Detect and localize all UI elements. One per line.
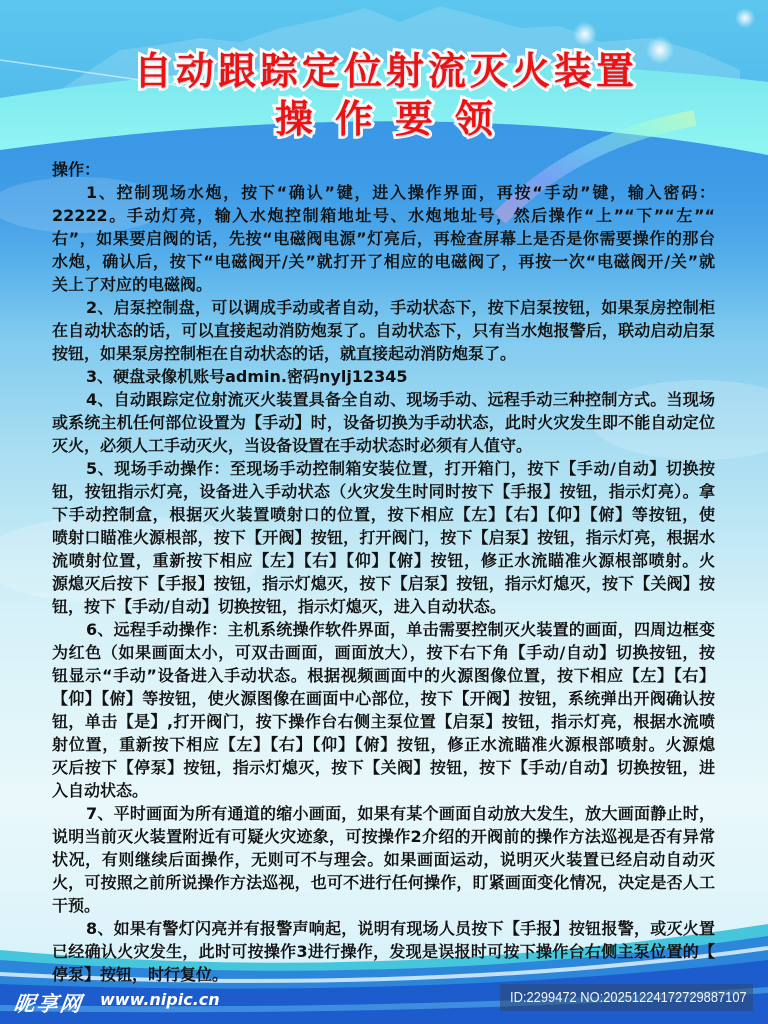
paragraph-line: 钮，按下【手动/自动】切换按钮，指示灯熄灭，进入自动状态。 xyxy=(52,597,506,616)
paragraph-line: 射位置，重新按下相应【左】【右】【仰】【俯】按钮，修正水流瞄准火源根部喷射。火源熄 xyxy=(52,735,715,754)
paragraph-2 xyxy=(52,296,715,365)
paragraph-line: 钮显示“手动”设备进入手动状态。根据视频画面中的火源图像位置，按下相应【左】【右】 xyxy=(52,666,715,685)
section-heading: 操作： xyxy=(52,160,101,179)
paragraph-line: 2、启泵控制盘，可以调成手动或者自动，手动状态下，按下启泵按钮，如果泵房控制柜 xyxy=(86,298,715,317)
paragraph-1 xyxy=(52,181,715,296)
paragraph-line: 说明当前灭火装置附近有可疑火灾迹象，可按操作2介绍的开阀前的操作方法巡视是否有异常 xyxy=(52,827,715,846)
watermark-id-text: ID:2299472 NO:20251224172729887107 xyxy=(510,989,747,1006)
paragraph-line: 8、如果有警灯闪亮并有报警声响起，说明有现场人员按下【手报】按钮报警，或灭火置 xyxy=(86,919,715,938)
paragraph-line: 停泵】按钮，时行复位。 xyxy=(52,965,229,984)
paragraph-line: 状况，有则继续后面操作，无则可不与理会。如果画面运动，说明灭火装置已经启动自动灭 xyxy=(52,850,715,869)
paragraph-line: 喷射口瞄准火源根部，按下【开阀】按钮，打开阀门，按下【启泵】按钮，指示灯亮，根据水 xyxy=(52,528,715,547)
poster-title-line2: 操作要领 xyxy=(274,99,515,141)
instructions-body xyxy=(52,158,715,986)
paragraph-line: 右”，如果要启阀的话，先按“电磁阀电源”灯亮后，再检查屏幕上是否是你需要操作的那台 xyxy=(52,229,715,248)
poster-subtitle xyxy=(0,97,768,143)
paragraph-7 xyxy=(52,802,715,917)
poster-title-line1: 自动跟踪定位射流灭火装置 xyxy=(133,51,638,93)
paragraph-line: 为红色（如果画面太小，可双击画面，画面放大），按下右下角【手动/自动】切换按钮，按 xyxy=(52,643,715,662)
poster-title xyxy=(0,49,768,95)
paragraph-line: 1、控制现场水炮，按下“确认”键，进入操作界面，再按“手动”键，输入密码： xyxy=(86,183,715,202)
paragraph-line: 灭火，必须人工手动灭火，当设备设置在手动状态时必须有人值守。 xyxy=(52,436,533,455)
paragraph-line: 在自动状态的话，可以直接起动消防炮泵了。自动状态下，只有当水炮报警后，联动启动启泵 xyxy=(52,321,715,340)
paragraph-3 xyxy=(52,365,715,388)
paragraph-line: 3、硬盘录像机账号admin.密码nylj12345 xyxy=(86,367,408,386)
paragraph-line: 关上了对应的电磁阀。 xyxy=(52,275,213,294)
paragraph-line: 6、远程手动操作：主机系统操作软件界面，单击需要控制灭火装置的画面，四周边框变 xyxy=(86,620,715,639)
paragraph-line: 22222。手动灯亮，输入水炮控制箱地址号、水炮地址号，然后操作“上”“下”“左”“ xyxy=(52,206,715,225)
paragraph-8 xyxy=(52,917,715,986)
paragraph-line: 源熄灭后按下【手报】按钮，指示灯熄灭，按下【启泵】按钮，指示灯熄灭，按下【关阀】按 xyxy=(52,574,715,593)
watermark-id-box xyxy=(500,984,753,1011)
paragraph-line: 火，可按照之前所说操作方法巡视，也可不进行任何操作，盯紧画面变化情况，决定是否人工 xyxy=(52,873,715,892)
paragraph-6 xyxy=(52,618,715,802)
paragraph-line: 下手动控制盒，根据灭火装置喷射口的位置，按下相应【左】【右】【仰】【俯】等按钮，使 xyxy=(52,505,715,524)
paragraph-line: 钮，单击【是】,打开阀门，按下操作台右侧主泵位置【启泵】按钮，指示灯亮，根据水流喷 xyxy=(52,712,715,731)
paragraph-line: 5、现场手动操作：至现场手动控制箱安装位置，打开箱门，按下【手动/自动】切换按 xyxy=(86,459,715,478)
paragraph-line: 按钮，如果泵房控制柜在自动状态的话，就直接起动消防炮泵了。 xyxy=(52,344,517,363)
paragraph-line: 流喷射位置，重新按下相应【左】【右】【仰】【俯】按钮，修正水流瞄准火源根部喷射。火 xyxy=(52,551,715,570)
watermark-logo: 昵享网 xyxy=(12,992,85,1016)
paragraph-5 xyxy=(52,457,715,618)
paragraph-line: 已经确认火灾发生，此时可按操作3进行操作，发现是误报时可按下操作台右侧主泵位置的【 xyxy=(52,942,715,961)
paragraph-line: 水炮，确认后，按下“电磁阀开/关”就打开了相应的电磁阀了，再按一次“电磁阀开/关”就 xyxy=(52,252,715,271)
paragraph-4 xyxy=(52,388,715,457)
paragraph-line: 灭后按下【停泵】按钮，指示灯熄灭，按下【关阀】按钮，按下【手动/自动】切换按钮，进 xyxy=(52,758,715,777)
paragraph-line: 【仰】【俯】等按钮，使火源图像在画面中心部位，按下【开阀】按钮，系统弹出开阀确认按 xyxy=(52,689,715,708)
watermark-site-url: www.nipic.cn xyxy=(100,990,220,1009)
paragraph-line: 4、自动跟踪定位射流灭火装置具备全自动、现场手动、远程手动三种控制方式。当现场 xyxy=(86,390,715,409)
paragraph-line: 入自动状态。 xyxy=(52,781,149,800)
paragraph-line: 或系统主机任何部位设置为【手动】时，设备切换为手动状态，此时火灾发生即不能自动定位 xyxy=(52,413,715,432)
paragraph-line: 干预。 xyxy=(52,896,101,915)
paragraph-line: 7、平时画面为所有通道的缩小画面，如果有某个画面自动放大发生，放大画面静止时， xyxy=(86,804,715,823)
paragraph-line: 钮，按钮指示灯亮，设备进入手动状态（火灾发生时同时按下【手报】按钮，指示灯亮）。拿 xyxy=(52,482,715,501)
